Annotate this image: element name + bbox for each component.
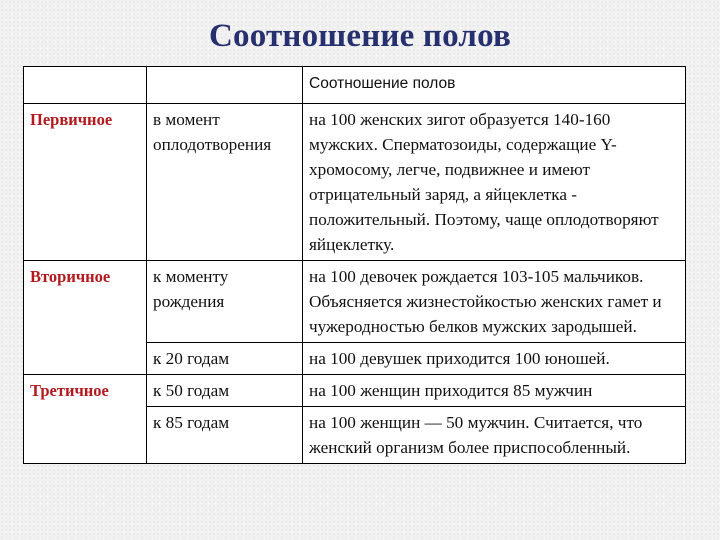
type-cell-tertiary	[24, 375, 147, 464]
time-cell: к 20 годам	[147, 343, 303, 375]
description-cell: на 100 девушек приходится 100 юношей.	[303, 343, 686, 375]
type-label-tertiary: Третичное	[30, 381, 109, 400]
time-cell: к 50 годам	[147, 375, 303, 407]
description-cell: на 100 женских зигот образуется 140-160 мужских. Сперматозоиды, содержащие Y-хромосому, легче, подвижнее и имеют отрицательный заряд, а яйцеклетка - положительный. Поэтому, чаще оплодотворяют яйцеклетку.	[303, 104, 686, 261]
header-cell-empty-1	[24, 67, 147, 104]
header-label: Соотношение полов	[309, 75, 456, 92]
type-label-primary: Первичное	[30, 110, 113, 129]
time-cell: в момент оплодотворения	[147, 104, 303, 261]
time-cell: к 85 годам	[147, 407, 303, 464]
description-cell: на 100 женщин — 50 мужчин. Считается, что женский организм более приспособленный.	[303, 407, 686, 464]
type-label-secondary: Вторичное	[30, 267, 111, 286]
header-cell-empty-2	[147, 67, 303, 104]
table-row	[24, 261, 686, 343]
header-cell-ratio	[303, 67, 686, 104]
table-row	[24, 104, 686, 261]
table-header-row	[24, 67, 686, 104]
page-title: Соотношение полов	[208, 18, 512, 54]
description-cell: на 100 женщин приходится 85 мужчин	[303, 375, 686, 407]
sex-ratio-table	[23, 66, 686, 464]
description-cell: на 100 девочек рождается 103-105 мальчиков. Объясняется жизнестойкостью женских гамет и чужеродностью белков мужских зародышей.	[303, 261, 686, 343]
table-row	[24, 375, 686, 407]
type-cell-primary	[24, 104, 147, 261]
time-cell: к моменту рождения	[147, 261, 303, 343]
type-cell-secondary	[24, 261, 147, 375]
